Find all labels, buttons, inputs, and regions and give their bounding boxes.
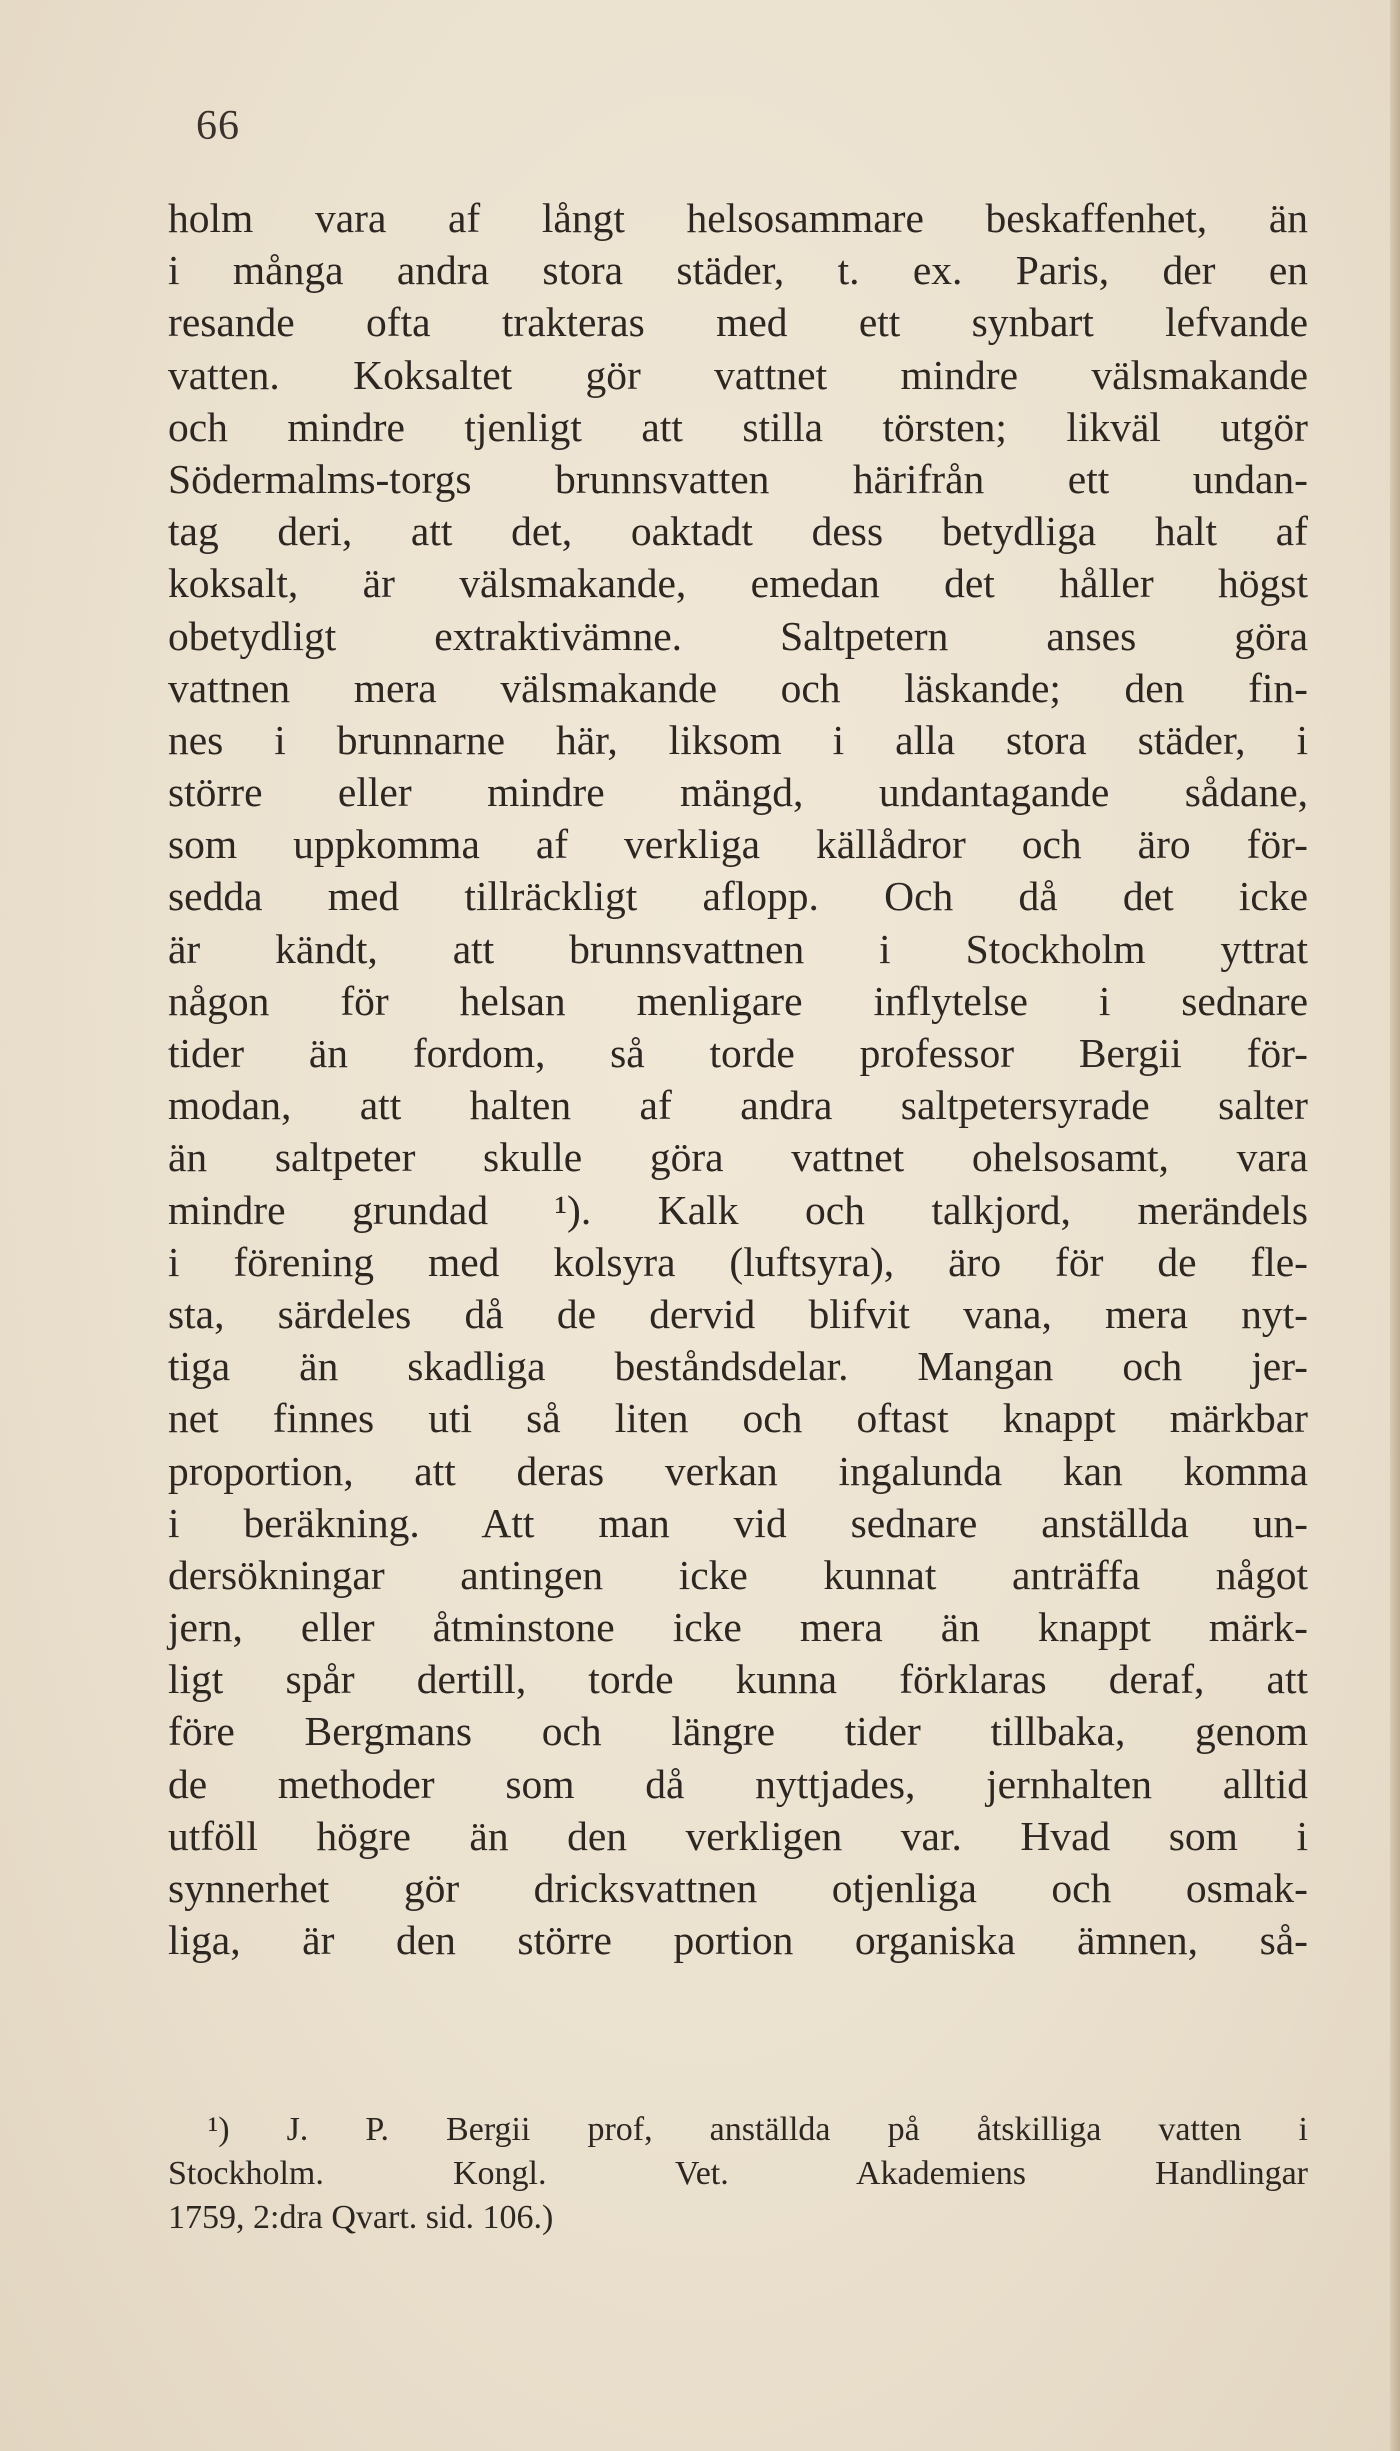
text-line: som uppkomma af verkliga källådror och äro för-	[168, 821, 1308, 868]
text-line: sta, särdeles då de dervid blifvit vana, mera nyt-	[168, 1290, 1308, 1337]
text-line: större eller mindre mängd, undantagande sådane,	[168, 769, 1308, 816]
text-line: någon för helsan menligare inflytelse i sednare	[168, 977, 1308, 1024]
footnote-line: 1759, 2:dra Qvart. sid. 106.)	[168, 2199, 554, 2236]
text-line: koksalt, är välsmakande, emedan det håller högst	[168, 560, 1308, 607]
text-line: vatten. Koksaltet gör vattnet mindre välsmakande	[168, 351, 1308, 398]
body-text	[168, 192, 1308, 1966]
footnote	[168, 2108, 1308, 2240]
text-line: ligt spår dertill, torde kunna förklaras deraf, att	[168, 1656, 1308, 1703]
text-line: jern, eller åtminstone icke mera än knappt märk-	[168, 1604, 1308, 1651]
text-line: är kändt, att brunnsvattnen i Stockholm yttrat	[168, 925, 1308, 972]
page-edge	[1390, 0, 1400, 2451]
text-line: net finnes uti så liten och oftast knappt märkbar	[168, 1395, 1308, 1442]
footnote-line: ¹) J. P. Bergii prof, anställda på åtskilliga vatten i	[208, 2111, 1308, 2148]
page-number: 66	[196, 103, 240, 149]
text-line: synnerhet gör dricksvattnen otjenliga och osmak-	[168, 1865, 1308, 1911]
text-line: tider än fordom, så torde professor Bergii för-	[168, 1030, 1308, 1076]
text-line: i förening med kolsyra (luftsyra), äro för de fle-	[168, 1238, 1308, 1285]
text-line: vattnen mera välsmakande och läskande; den fin-	[168, 664, 1308, 711]
text-line: i många andra stora städer, t. ex. Paris, der en	[168, 247, 1308, 294]
text-line: Södermalms-torgs brunnsvatten härifrån ett undan-	[168, 455, 1308, 502]
text-line: holm vara af långt helsosammare beskaffenhet, än	[168, 195, 1308, 241]
text-line: och mindre tjenligt att stilla törsten; likväl utgör	[168, 403, 1308, 450]
text-line: i beräkning. Att man vid sednare anställda un-	[168, 1499, 1308, 1546]
text-line: före Bergmans och längre tider tillbaka, genom	[168, 1708, 1308, 1755]
text-line: än saltpeter skulle göra vattnet ohelsosamt, vara	[168, 1134, 1308, 1181]
text-line: nes i brunnarne här, liksom i alla stora städer, i	[168, 716, 1308, 763]
text-line: dersökningar antingen icke kunnat anträffa något	[168, 1551, 1308, 1598]
text-line: modan, att halten af andra saltpetersyrade salter	[168, 1082, 1308, 1129]
text-line: tiga än skadliga beståndsdelar. Mangan och jer-	[168, 1343, 1308, 1390]
text-line: mindre grundad ¹). Kalk och talkjord, merändels	[168, 1186, 1308, 1233]
text-line: proportion, att deras verkan ingalunda kan komma	[168, 1447, 1308, 1494]
text-line: liga, är den större portion organiska ämnen, så-	[168, 1917, 1308, 1964]
text-line: utföll högre än den verkligen var. Hvad som i	[168, 1812, 1308, 1859]
text-line: resande ofta trakteras med ett synbart lefvande	[168, 299, 1308, 346]
text-line: sedda med tillräckligt aflopp. Och då det icke	[168, 873, 1308, 920]
text-line: tag deri, att det, oaktadt dess betydliga halt af	[168, 508, 1308, 555]
footnote-line: Stockholm. Kongl. Vet. Akademiens Handlingar	[168, 2155, 1308, 2192]
text-line: de methoder som då nyttjades, jernhalten alltid	[168, 1760, 1308, 1807]
text-line: obetydligt extraktivämne. Saltpetern anses göra	[168, 612, 1308, 659]
